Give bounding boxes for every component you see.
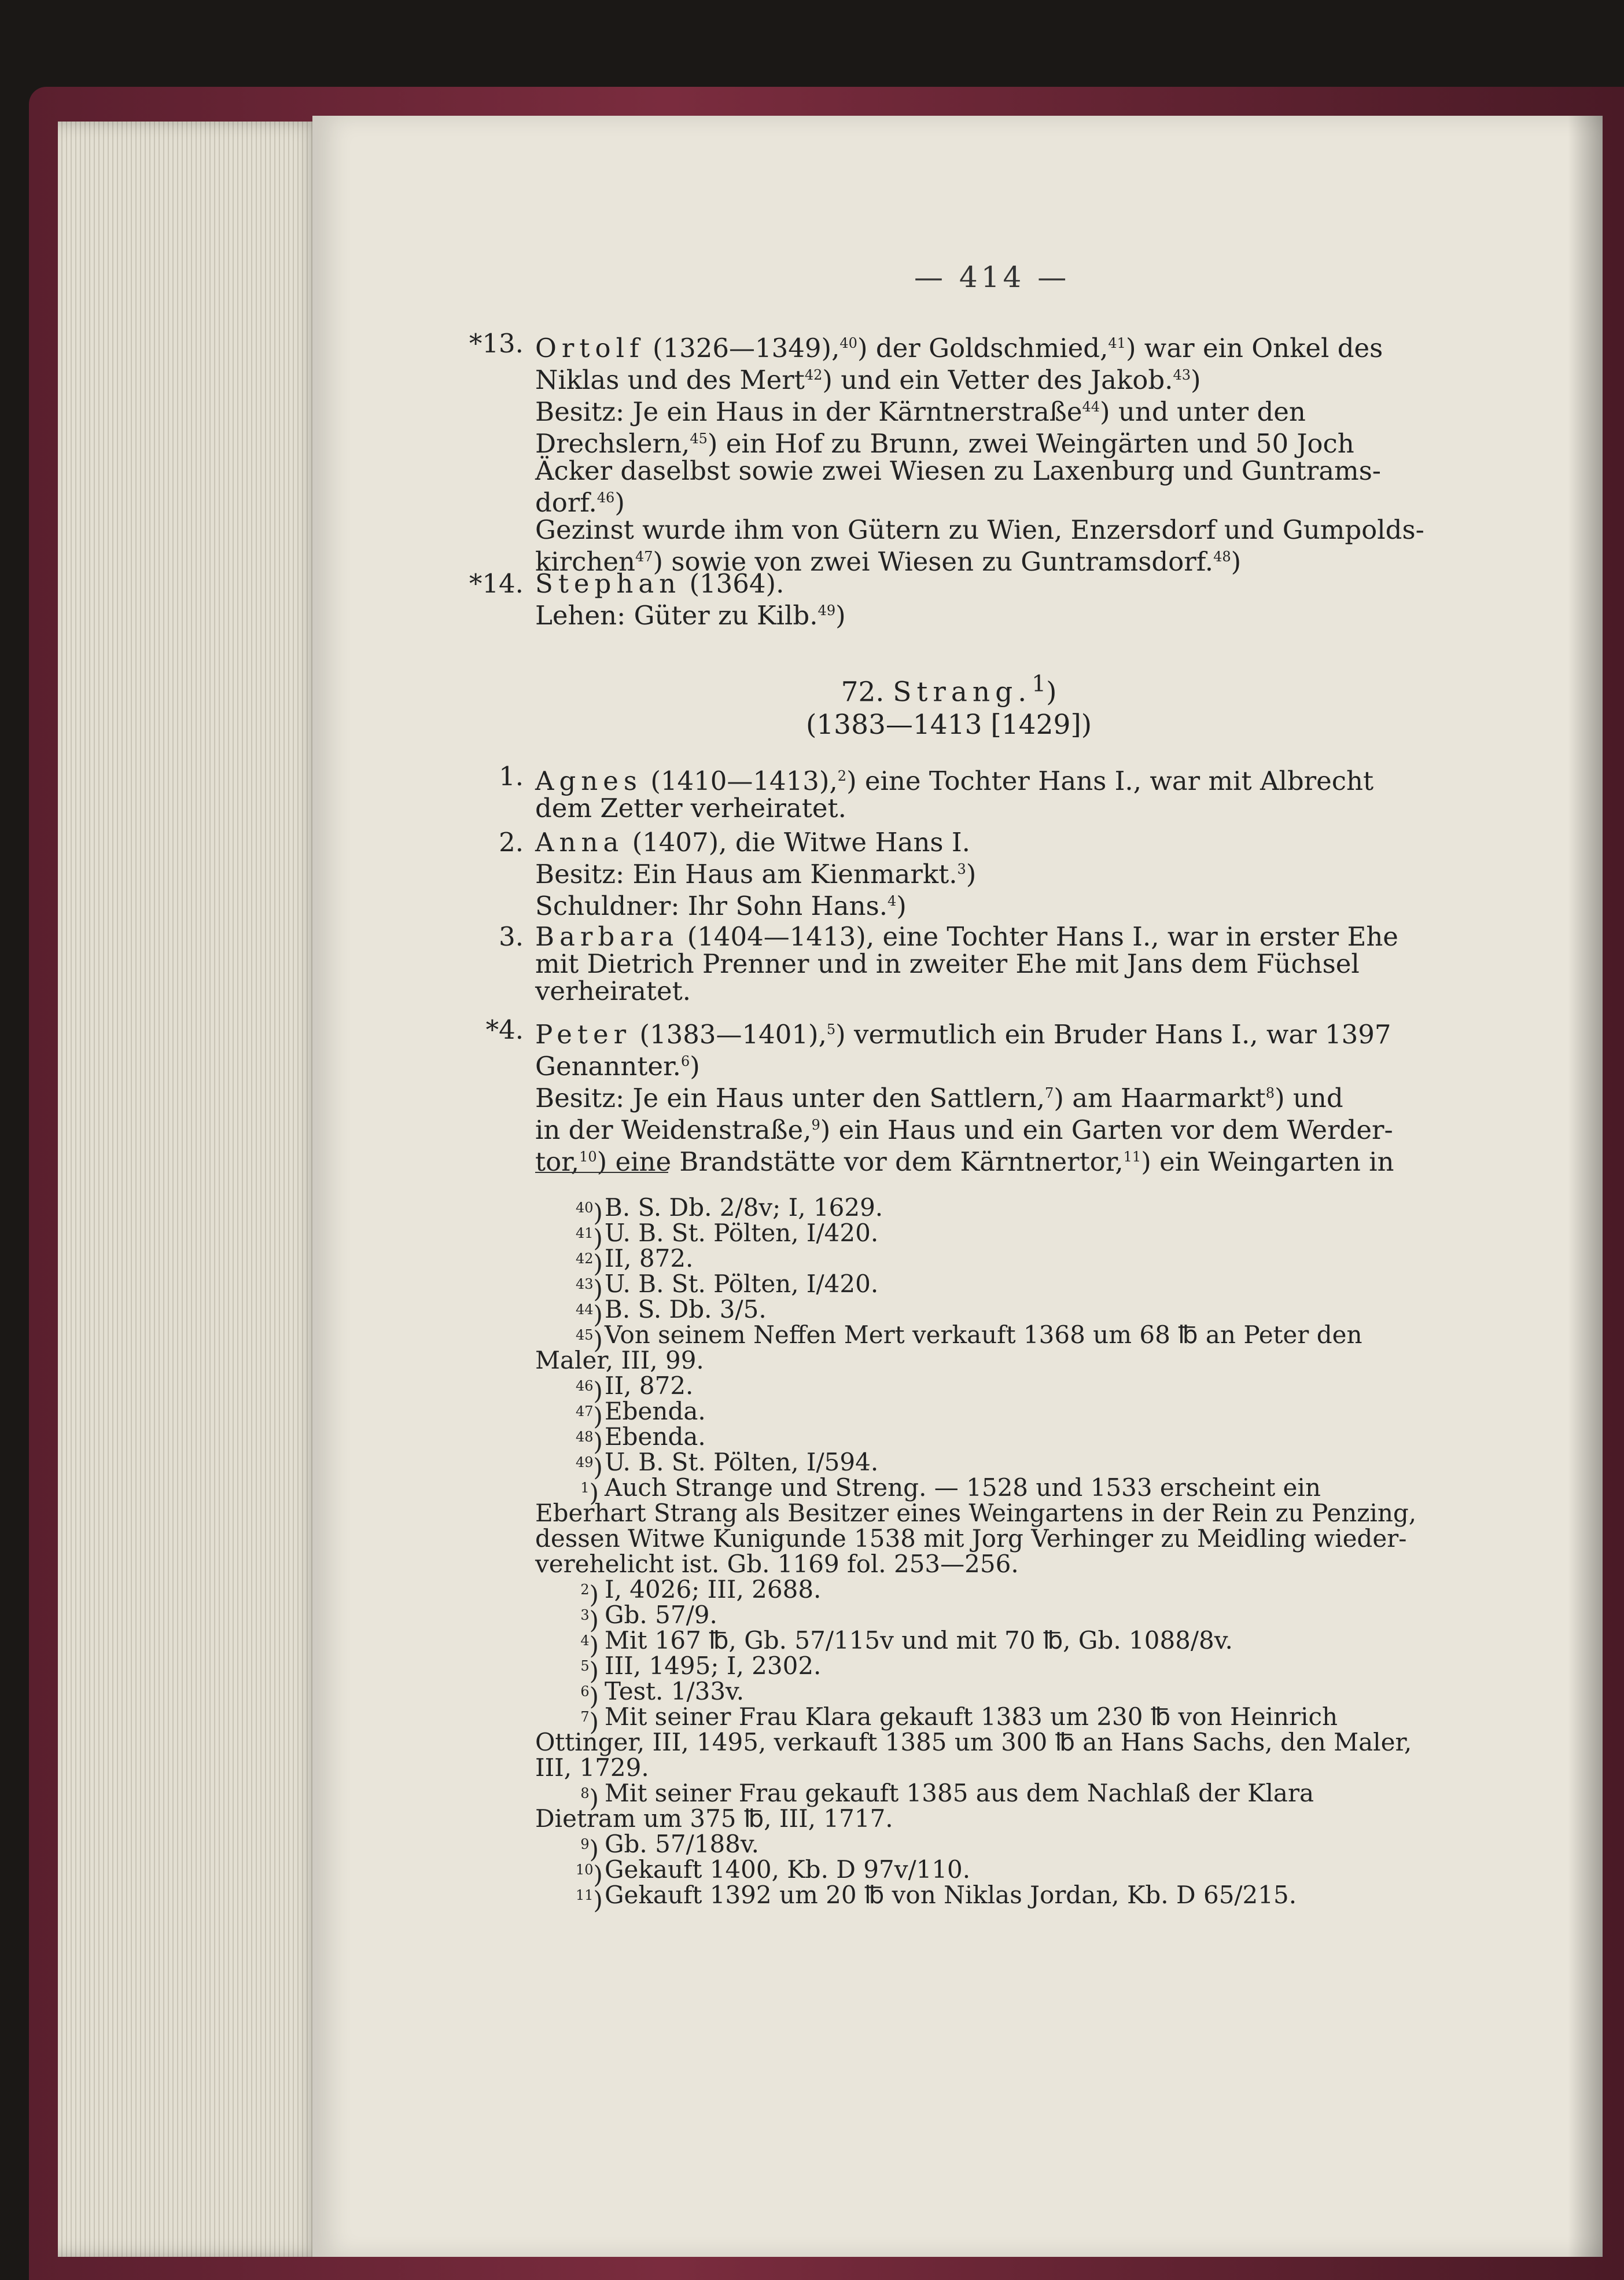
footnote-text: III, 1495; I, 2302.: [605, 1652, 822, 1680]
footnote-text: Gekauft 1392 um 20 ℔ von Niklas Jordan, Kb. D 65/215.: [605, 1881, 1297, 1909]
footnote-text: Von seinem Neffen Mert verkauft 1368 um 68 ℔ an Peter den: [605, 1321, 1362, 1349]
footnote-continuation: Ottinger, III, 1495, verkauft 1385 um 300 ℔ an Hans Sachs, den Maler,: [535, 1728, 1412, 1756]
footnote-number: $^{46}$): [576, 1377, 603, 1405]
entry-number: 2.: [499, 827, 524, 858]
footnote: [576, 1193, 1496, 1227]
footnote: [576, 1422, 1496, 1456]
footnote-number: $^{49}$): [576, 1453, 603, 1481]
footnote: [580, 1779, 1496, 1812]
footnote-text: U. B. St. Pölten, I/594.: [605, 1448, 879, 1476]
footnote-text: Test. 1/33v.: [605, 1677, 745, 1705]
footnote: [580, 1652, 1496, 1685]
entry-line: Schuldner: Ihr Sohn Hans.$^4$): [535, 891, 907, 921]
footnote-number: $^9$): [580, 1835, 599, 1863]
footnote-continuation: dessen Witwe Kunigunde 1538 mit Jorg Verhinger zu Meidling wieder-: [535, 1524, 1407, 1553]
entry-line: dem Zetter verheiratet.: [535, 793, 846, 823]
entry-line: Niklas und des Mert$^{42}$) und ein Vetter des Jakob.$^{43}$): [535, 365, 1201, 395]
footnote-text: B. S. Db. 3/5.: [605, 1295, 767, 1323]
footnote: [576, 1270, 1496, 1303]
footnote-text: II, 872.: [605, 1371, 694, 1400]
entry-line: Anna (1407), die Witwe Hans I.: [535, 827, 970, 858]
footnote-number: $^{41}$): [576, 1224, 603, 1252]
footnote-text: Mit seiner Frau gekauft 1385 aus dem Nachlaß der Klara: [605, 1779, 1314, 1807]
entry: [469, 568, 1496, 631]
entry-line: in der Weidenstraße,$^9$) ein Haus und ein Garten vor dem Werder-: [535, 1115, 1393, 1145]
entry-number: 3.: [499, 921, 524, 952]
footnote: [576, 1295, 1496, 1329]
footnote-text: I, 4026; III, 2688.: [605, 1575, 822, 1604]
entry: [499, 921, 1496, 1006]
footnote-number: $^3$): [580, 1606, 599, 1634]
footnote-text: U. B. St. Pölten, I/420.: [605, 1219, 879, 1247]
footnote-text: Mit 167 ℔, Gb. 57/115v und mit 70 ℔, Gb. 1088/8v.: [605, 1626, 1233, 1654]
entry-number: *4.: [485, 1014, 524, 1045]
footnote-number: $^6$): [580, 1682, 599, 1711]
footnote: [576, 1244, 1496, 1278]
footnote-text: Mit seiner Frau Klara gekauft 1383 um 230 ℔ von Heinrich: [605, 1702, 1338, 1731]
footnote-number: $^{11}$): [576, 1886, 603, 1914]
entry-line: Drechslern,$^{45}$) ein Hof zu Brunn, zwei Weingärten und 50 Joch: [535, 428, 1354, 459]
footnote-continuation: Eberhart Strang als Besitzer eines Weingartens in der Rein zu Penzing,: [535, 1499, 1417, 1527]
footnote: [576, 1448, 1496, 1481]
entry: [499, 761, 1496, 823]
footnote-number: $^7$): [580, 1708, 599, 1736]
entry-line: Äcker daselbst sowie zwei Wiesen zu Laxenburg und Guntrams-: [535, 455, 1382, 486]
footnote: [580, 1473, 1496, 1507]
footnote: [576, 1397, 1496, 1430]
footnote-number: $^{48}$): [576, 1428, 603, 1456]
footnote-text: Ebenda.: [605, 1422, 706, 1451]
entry-line: tor,$^{10}$) eine Brandstätte vor dem Kärntnertor,$^{11}$) ein Weingarten in: [535, 1146, 1394, 1177]
footnote-text: B. S. Db. 2/8v; I, 1629.: [605, 1193, 883, 1222]
footnote-number: $^2$): [580, 1580, 599, 1609]
entry-number: *13.: [469, 328, 524, 359]
entry-line: Besitz: Je ein Haus in der Kärntnerstraße$^{44}$) und unter den: [535, 396, 1306, 427]
footnote: [576, 1855, 1496, 1889]
entry-line: verheiratet.: [535, 976, 691, 1006]
footnote: [580, 1830, 1496, 1863]
heading-line: (1383—1413 [1429]): [805, 709, 1092, 741]
entry-line: Agnes (1410—1413),$^2$) eine Tochter Hans I., war mit Albrecht: [535, 766, 1374, 796]
footnote: [576, 1881, 1496, 1914]
page-number: — 414 —: [914, 260, 1070, 294]
entry-number: *14.: [469, 568, 524, 599]
footnote-text: II, 872.: [605, 1244, 694, 1273]
entry-line: Genannter.$^6$): [535, 1051, 700, 1082]
entry-line: Besitz: Je ein Haus unter den Sattlern,$^7$) am Haarmarkt$^8$) und: [535, 1083, 1343, 1113]
entry: [485, 1014, 1496, 1177]
footnote-continuation: Maler, III, 99.: [535, 1346, 704, 1374]
footnote-continuation: III, 1729.: [535, 1753, 649, 1782]
footnote: [580, 1702, 1496, 1736]
entry-line: dorf.$^{46}$): [535, 487, 625, 518]
footnote-number: $^5$): [580, 1657, 599, 1685]
entry-line: Lehen: Güter zu Kilb.$^{49}$): [535, 600, 846, 631]
footnote: [576, 1371, 1496, 1405]
footnote-continuation: Dietram um 375 ℔, III, 1717.: [535, 1804, 893, 1833]
footnote-text: Gb. 57/188v.: [605, 1830, 759, 1858]
footnote-text: Gb. 57/9.: [605, 1601, 717, 1629]
footnote-number: $^{40}$): [576, 1198, 603, 1227]
footnote: [580, 1626, 1496, 1660]
entry-line: Stephan (1364).: [535, 568, 785, 599]
footnote-number: $^1$): [580, 1479, 599, 1507]
footnote: [580, 1575, 1496, 1609]
footnote-number: $^{43}$): [576, 1275, 603, 1303]
footnote-text: Ebenda.: [605, 1397, 706, 1425]
footnote-number: $^{44}$): [576, 1300, 603, 1329]
footnote: [576, 1219, 1496, 1252]
footnote-continuation: verehelicht ist. Gb. 1169 fol. 253—256.: [535, 1550, 1019, 1578]
footnote-number: $^{45}$): [576, 1326, 603, 1354]
entry: [499, 827, 1496, 921]
footnote-text: Auch Strange und Streng. — 1528 und 1533 erscheint ein: [605, 1473, 1321, 1502]
entry-line: kirchen$^{47}$) sowie von zwei Wiesen zu Guntramsdorf.$^{48}$): [535, 546, 1242, 577]
footnote-text: U. B. St. Pölten, I/420.: [605, 1270, 879, 1298]
footnote: [580, 1601, 1496, 1634]
footnote: [576, 1321, 1496, 1354]
entry-line: Peter (1383—1401),$^5$) vermutlich ein Bruder Hans I., war 1397: [535, 1019, 1391, 1050]
footnote-number: $^4$): [580, 1631, 599, 1660]
footnote-number: $^{47}$): [576, 1402, 603, 1430]
page-edges: [58, 122, 324, 2257]
footnote-number: $^{42}$): [576, 1249, 603, 1278]
entry-line: Besitz: Ein Haus am Kienmarkt.$^3$): [535, 859, 977, 889]
entry-line: Ortolf (1326—1349),$^{40}$) der Goldschmied,$^{41}$) war ein Onkel des: [535, 333, 1383, 363]
entry-line: mit Dietrich Prenner und in zweiter Ehe mit Jans dem Füchsel: [535, 948, 1360, 979]
entry: [469, 328, 1496, 577]
footnote-number: $^{10}$): [576, 1860, 603, 1889]
footnote: [580, 1677, 1496, 1711]
entry-line: Gezinst wurde ihm von Gütern zu Wien, Enzersdorf und Gumpolds-: [535, 514, 1424, 545]
footnote-rule: [535, 1172, 668, 1173]
footnote-number: $^8$): [580, 1784, 599, 1812]
page-gutter: [1568, 116, 1603, 2257]
heading-line: 72. Strang.$^1$): [841, 671, 1057, 708]
entry-number: 1.: [499, 761, 524, 792]
entry-line: Barbara (1404—1413), eine Tochter Hans I., war in erster Ehe: [535, 921, 1398, 952]
footnote-text: Gekauft 1400, Kb. D 97v/110.: [605, 1855, 971, 1884]
